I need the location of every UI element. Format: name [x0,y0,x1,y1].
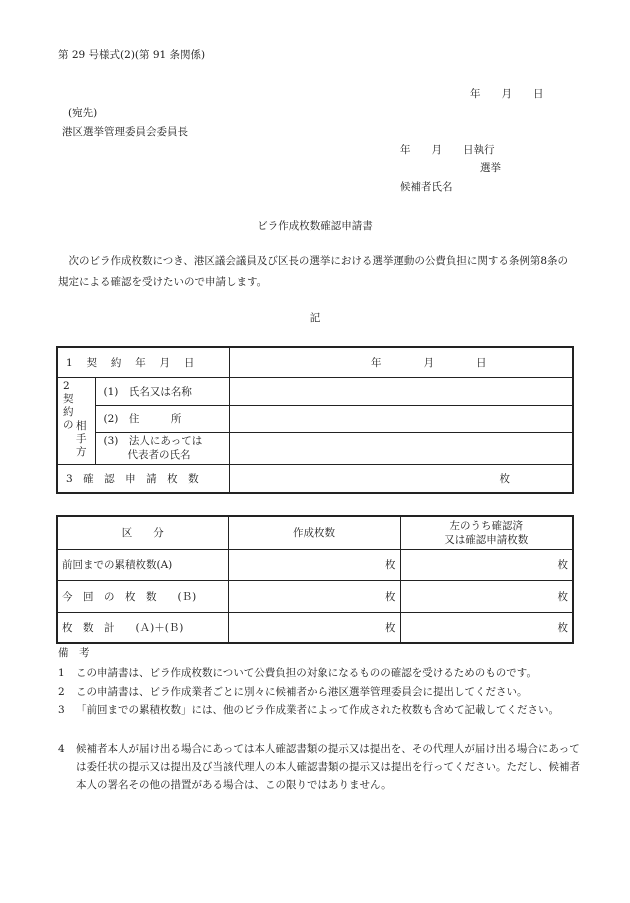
representative-line1: (3) 法人にあっては [103,435,203,447]
header-category: 区 分 [57,516,228,549]
candidate-name-label: 候補者氏名 [400,181,453,193]
document-title: ビラ作成枚数確認申請書 [257,220,373,232]
party-representative-label [95,432,229,464]
unit-cell: 枚 [228,580,400,612]
election-label: 選挙 [480,162,501,174]
header-created-count: 作成枚数 [228,516,400,549]
header-confirmed-line1: 左のうち確認済 [449,519,523,532]
note-number: 2 [58,686,65,698]
representative-line2: 代表者の氏名 [127,449,191,461]
unit-cell: 枚 [228,549,400,580]
party-name-value [229,377,573,405]
row-label-previous: 前回までの累積枚数(A) [57,549,228,580]
body-text: 次のビラ作成枚数につき、港区議会議員及び区長の選挙における選挙運動の公費負担に関する条例第8条の規定による確認を受けたいので申請します。 [58,255,569,288]
contract-date-value: 年 月 日 [229,347,573,377]
party-num: 2 [63,379,70,392]
party-name-label: (1) 氏名又は名称 [95,377,229,405]
contract-party-label [57,377,95,464]
note-item [58,664,590,682]
party-char: 契 [63,392,74,405]
form-number: 第 29 号様式(2)(第 91 条関係) [58,49,206,61]
notes-title: 備 考 [58,647,90,659]
note-item [58,683,590,701]
unit-cell: 枚 [400,549,573,580]
party-char: 約 [63,405,74,418]
header-confirmed-count [400,516,573,549]
unit-cell: 枚 [400,580,573,612]
party-char: 手 [76,432,87,445]
row-label-current: 今 回 の 枚 数 (Ｂ) [57,580,228,612]
note-text: 候補者本人が届け出る場合にあっては本人確認書類の提示又は提出を、その代理人が届け出る場合にあっては委任状の提示又は提出及び当該代理人の本人確認書類の提示又は提出を行ってください。ただし、候補者本人の署名その他の措置がある場合は、この限りではありません。 [76,743,580,791]
note-item [58,740,590,794]
requested-count-unit: 枚 [229,464,573,493]
party-char: 相 [76,419,87,432]
unit-cell: 枚 [228,612,400,643]
header-confirmed-line2: 又は確認申請枚数 [444,533,529,546]
election-date: 年 月 日執行 [400,144,495,156]
addressee-prefix: (宛先) [68,107,98,119]
note-number: 1 [58,667,65,679]
submission-date: 年 月 日 [470,88,544,100]
party-address-label: (2) 住 所 [95,405,229,432]
party-address-value [229,405,573,432]
party-representative-value [229,432,573,464]
requested-count-label: 3 確 認 申 請 枚 数 [57,464,229,493]
party-char: の [63,418,74,431]
addressee: 港区選挙管理委員会委員長 [62,126,188,138]
note-text: 「前回までの累積枚数」には、他のビラ作成業者によって作成された枚数も含めて記載してください。 [76,704,559,716]
note-number: 4 [58,743,65,755]
party-char: 方 [76,445,87,458]
contract-date-label: 1 契 約 年 月 日 [57,347,229,377]
row-label-total: 枚 数 計 (Ａ)＋(Ｂ) [57,612,228,643]
count-table [56,515,574,644]
contract-table [56,346,574,494]
note-number: 3 [58,704,65,716]
note-item [58,701,590,719]
unit-cell: 枚 [400,612,573,643]
note-text: この申請書は、ビラ作成業者ごとに別々に候補者から港区選挙管理委員会に提出してください。 [76,686,528,698]
ki-label: 記 [309,312,321,324]
note-text: この申請書は、ビラ作成枚数について公費負担の対象になるものの確認を受けるためのものです。 [76,667,537,679]
